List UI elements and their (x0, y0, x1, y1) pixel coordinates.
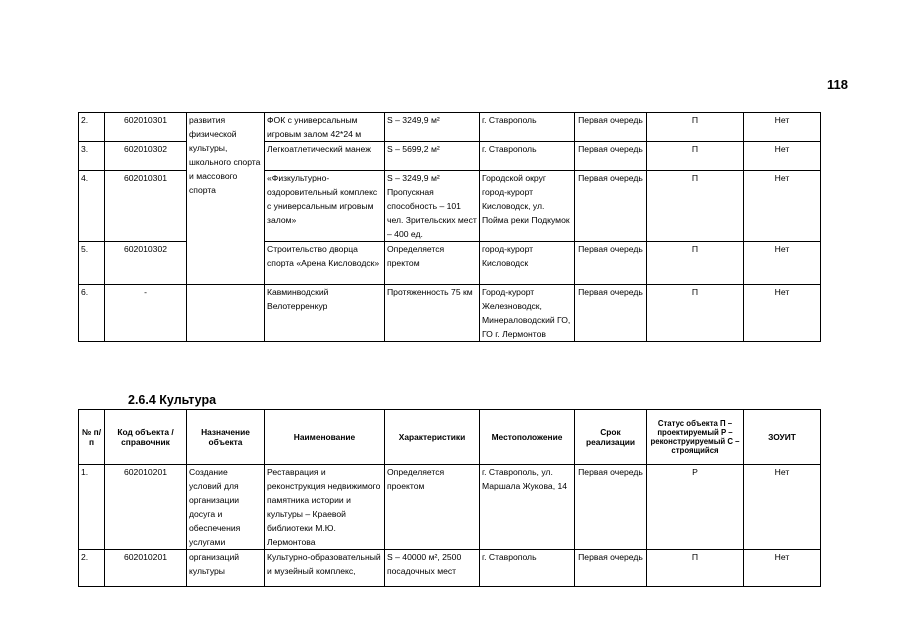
object-name: Легкоатлетический манеж (265, 142, 385, 171)
header-zouit: ЗОУИТ (744, 410, 821, 465)
implementation-term: Первая очередь (575, 142, 647, 171)
header-term: Срок реализации (575, 410, 647, 465)
implementation-term: Первая очередь (575, 113, 647, 142)
section-title: 2.6.4 Культура (128, 393, 217, 407)
object-code: 602010201 (105, 550, 187, 587)
header-status: Статус объекта П – проектируемый Р – реконструируемый С – строящийся (647, 410, 744, 465)
zouit-value: Нет (744, 285, 821, 342)
object-status: Р (647, 465, 744, 550)
implementation-term: Первая очередь (575, 242, 647, 285)
zouit-value: Нет (744, 242, 821, 285)
object-location: г. Ставрополь (480, 142, 575, 171)
table-row (79, 285, 821, 342)
object-code: 602010302 (105, 142, 187, 171)
object-location: Город-курорт Железноводск, Минераловодский ГО, ГО г. Лермонтов (480, 285, 575, 342)
object-characteristics: S – 5699,2 м² (385, 142, 480, 171)
header-purpose: Назначение объекта (187, 410, 265, 465)
object-location: Городской округ город-курорт Кисловодск, ул. Пойма реки Подкумок (480, 171, 575, 242)
object-status: П (647, 550, 744, 587)
object-location: город-курорт Кисловодск (480, 242, 575, 285)
object-characteristics: S – 3249,9 м² Пропускная способность – 101 чел. Зрительских мест – 400 ед. (385, 171, 480, 242)
row-number: 1. (79, 465, 105, 550)
object-location: г. Ставрополь (480, 550, 575, 587)
object-characteristics: Определяется проектом (385, 465, 480, 550)
sports-objects-table (78, 112, 821, 342)
object-purpose (187, 285, 265, 342)
object-purpose: развития физической культуры, школьного спорта и массового спорта (187, 113, 265, 285)
implementation-term: Первая очередь (575, 550, 647, 587)
object-name: «Физкультурно-оздоровительный комплекс с универсальным игровым залом» (265, 171, 385, 242)
header-num: № п/п (79, 410, 105, 465)
implementation-term: Первая очередь (575, 465, 647, 550)
object-code: 602010301 (105, 171, 187, 242)
object-name: ФОК с универсальным игровым залом 42*24 м (265, 113, 385, 142)
row-number: 2. (79, 550, 105, 587)
zouit-value: Нет (744, 465, 821, 550)
object-characteristics: Определяется пректом (385, 242, 480, 285)
object-code: 602010301 (105, 113, 187, 142)
table-row (79, 113, 821, 142)
object-characteristics: S – 3249,9 м² (385, 113, 480, 142)
header-name: Наименование (265, 410, 385, 465)
object-characteristics: S – 40000 м², 2500 посадочных мест (385, 550, 480, 587)
implementation-term: Первая очередь (575, 285, 647, 342)
object-name: Кавминводский Велотерренкур (265, 285, 385, 342)
object-code: 602010302 (105, 242, 187, 285)
header-code: Код объекта / справочник (105, 410, 187, 465)
object-location: г. Ставрополь (480, 113, 575, 142)
table-row (79, 550, 821, 587)
object-status: П (647, 242, 744, 285)
row-number: 2. (79, 113, 105, 142)
object-name: Культурно-образовательный и музейный комплекс, (265, 550, 385, 587)
object-location: г. Ставрополь, ул. Маршала Жукова, 14 (480, 465, 575, 550)
table-row (79, 465, 821, 550)
table-header-row (79, 410, 821, 465)
row-number: 3. (79, 142, 105, 171)
implementation-term: Первая очередь (575, 171, 647, 242)
zouit-value: Нет (744, 550, 821, 587)
object-purpose: Создание условий для организации досуга и обеспечения услугами (187, 465, 265, 550)
object-status: П (647, 285, 744, 342)
zouit-value: Нет (744, 142, 821, 171)
object-status: П (647, 113, 744, 142)
row-number: 5. (79, 242, 105, 285)
row-number: 4. (79, 171, 105, 242)
page-number: 118 (827, 77, 848, 92)
header-location: Местоположение (480, 410, 575, 465)
object-status: П (647, 142, 744, 171)
zouit-value: Нет (744, 113, 821, 142)
object-purpose: организаций культуры (187, 550, 265, 587)
culture-objects-table (78, 409, 821, 587)
object-characteristics: Протяженность 75 км (385, 285, 480, 342)
header-characteristics: Характеристики (385, 410, 480, 465)
object-name: Реставрация и реконструкция недвижимого памятника истории и культуры – Краевой библиотеки М.Ю. Лермонтова (265, 465, 385, 550)
object-code: - (105, 285, 187, 342)
object-name: Строительство дворца спорта «Арена Кисловодск» (265, 242, 385, 285)
object-code: 602010201 (105, 465, 187, 550)
object-status: П (647, 171, 744, 242)
row-number: 6. (79, 285, 105, 342)
zouit-value: Нет (744, 171, 821, 242)
